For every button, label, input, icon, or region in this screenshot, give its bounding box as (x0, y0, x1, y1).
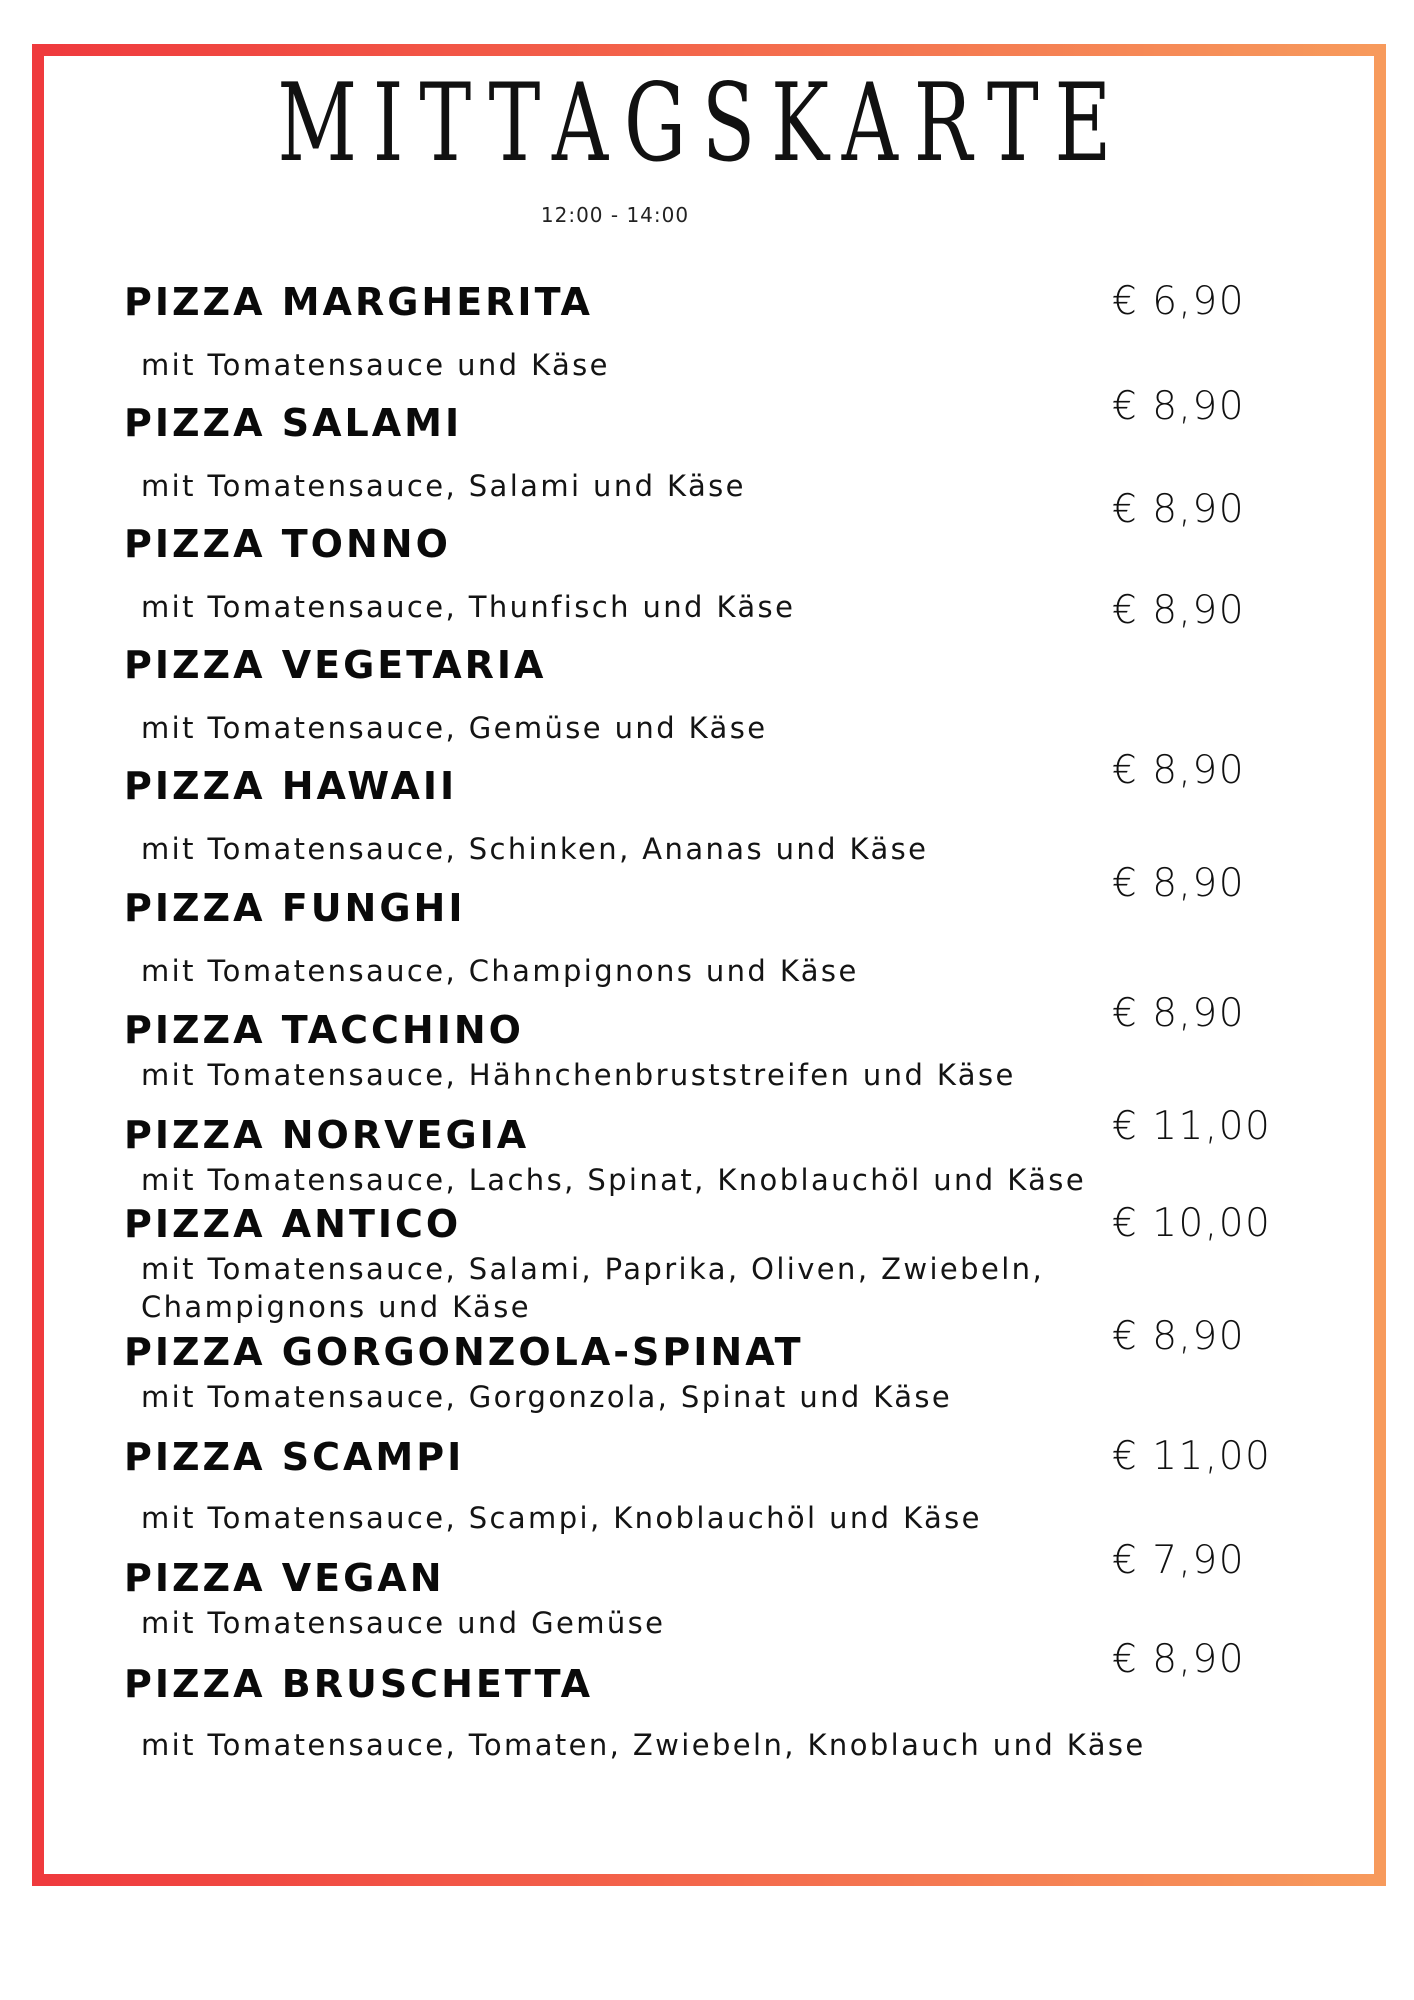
menu-item-price: € 8,90 (1112, 748, 1246, 793)
opening-hours: 12:00 - 14:00 (540, 203, 690, 227)
menu-item-price: € 7,90 (1112, 1538, 1246, 1583)
menu-item-name: PIZZA HAWAII (124, 764, 458, 808)
menu-item-name: PIZZA TACCHINO (124, 1008, 524, 1052)
menu-item-price: € 8,90 (1112, 1314, 1246, 1359)
menu-item-description: mit Tomatensauce, Salami und Käse (141, 469, 746, 503)
menu-item-description: mit Tomatensauce und Käse (141, 348, 610, 382)
menu-item-name: PIZZA MARGHERITA (124, 280, 593, 324)
menu-item-description: mit Tomatensauce, Gemüse und Käse (141, 711, 768, 745)
menu-item-name: PIZZA BRUSCHETTA (124, 1662, 594, 1706)
menu-item-name: PIZZA SCAMPI (124, 1435, 465, 1479)
menu-item-name: PIZZA GORGONZOLA-SPINAT (124, 1330, 804, 1374)
menu-item-description: mit Tomatensauce, Salami, Paprika, Oliven, Zwiebeln, (141, 1252, 1045, 1286)
menu-item-description: mit Tomatensauce, Gorgonzola, Spinat und Käse (141, 1380, 953, 1414)
menu-item-description: mit Tomatensauce, Schinken, Ananas und Käse (141, 832, 929, 866)
menu-item-name: PIZZA TONNO (124, 522, 451, 566)
menu-item-price: € 11,00 (1112, 1434, 1272, 1479)
menu-item-price: € 8,90 (1112, 1637, 1246, 1682)
menu-item-description: mit Tomatensauce, Lachs, Spinat, Knoblauchöl und Käse (141, 1163, 1087, 1197)
menu-item-name: PIZZA SALAMI (124, 401, 463, 445)
menu-item-name: PIZZA ANTICO (124, 1202, 462, 1246)
menu-item-description: mit Tomatensauce, Thunfisch und Käse (141, 590, 796, 624)
menu-item-name: PIZZA VEGAN (124, 1556, 445, 1600)
menu-item-price: € 6,90 (1112, 279, 1246, 324)
menu-item-name: PIZZA NORVEGIA (124, 1113, 530, 1157)
menu-item-description: Champignons und Käse (141, 1290, 531, 1324)
page-title: MITTAGSKARTE (277, 61, 1128, 186)
menu-item-description: mit Tomatensauce, Champignons und Käse (141, 954, 859, 988)
menu-item-name: PIZZA FUNGHI (124, 886, 466, 930)
menu-item-description: mit Tomatensauce, Tomaten, Zwiebeln, Knoblauch und Käse (141, 1728, 1146, 1762)
menu-item-price: € 8,90 (1112, 384, 1246, 429)
menu-item-name: PIZZA VEGETARIA (124, 643, 547, 687)
menu-item-price: € 10,00 (1112, 1201, 1272, 1246)
menu-item-price: € 8,90 (1112, 487, 1246, 532)
menu-item-price: € 8,90 (1112, 588, 1246, 633)
menu-item-description: mit Tomatensauce, Scampi, Knoblauchöl und Käse (141, 1501, 982, 1535)
menu-item-price: € 11,00 (1112, 1104, 1272, 1149)
menu-item-description: mit Tomatensauce und Gemüse (141, 1606, 666, 1640)
menu-item-description: mit Tomatensauce, Hähnchenbruststreifen und Käse (141, 1058, 1016, 1092)
menu-item-price: € 8,90 (1112, 991, 1246, 1036)
menu-item-price: € 8,90 (1112, 861, 1246, 906)
